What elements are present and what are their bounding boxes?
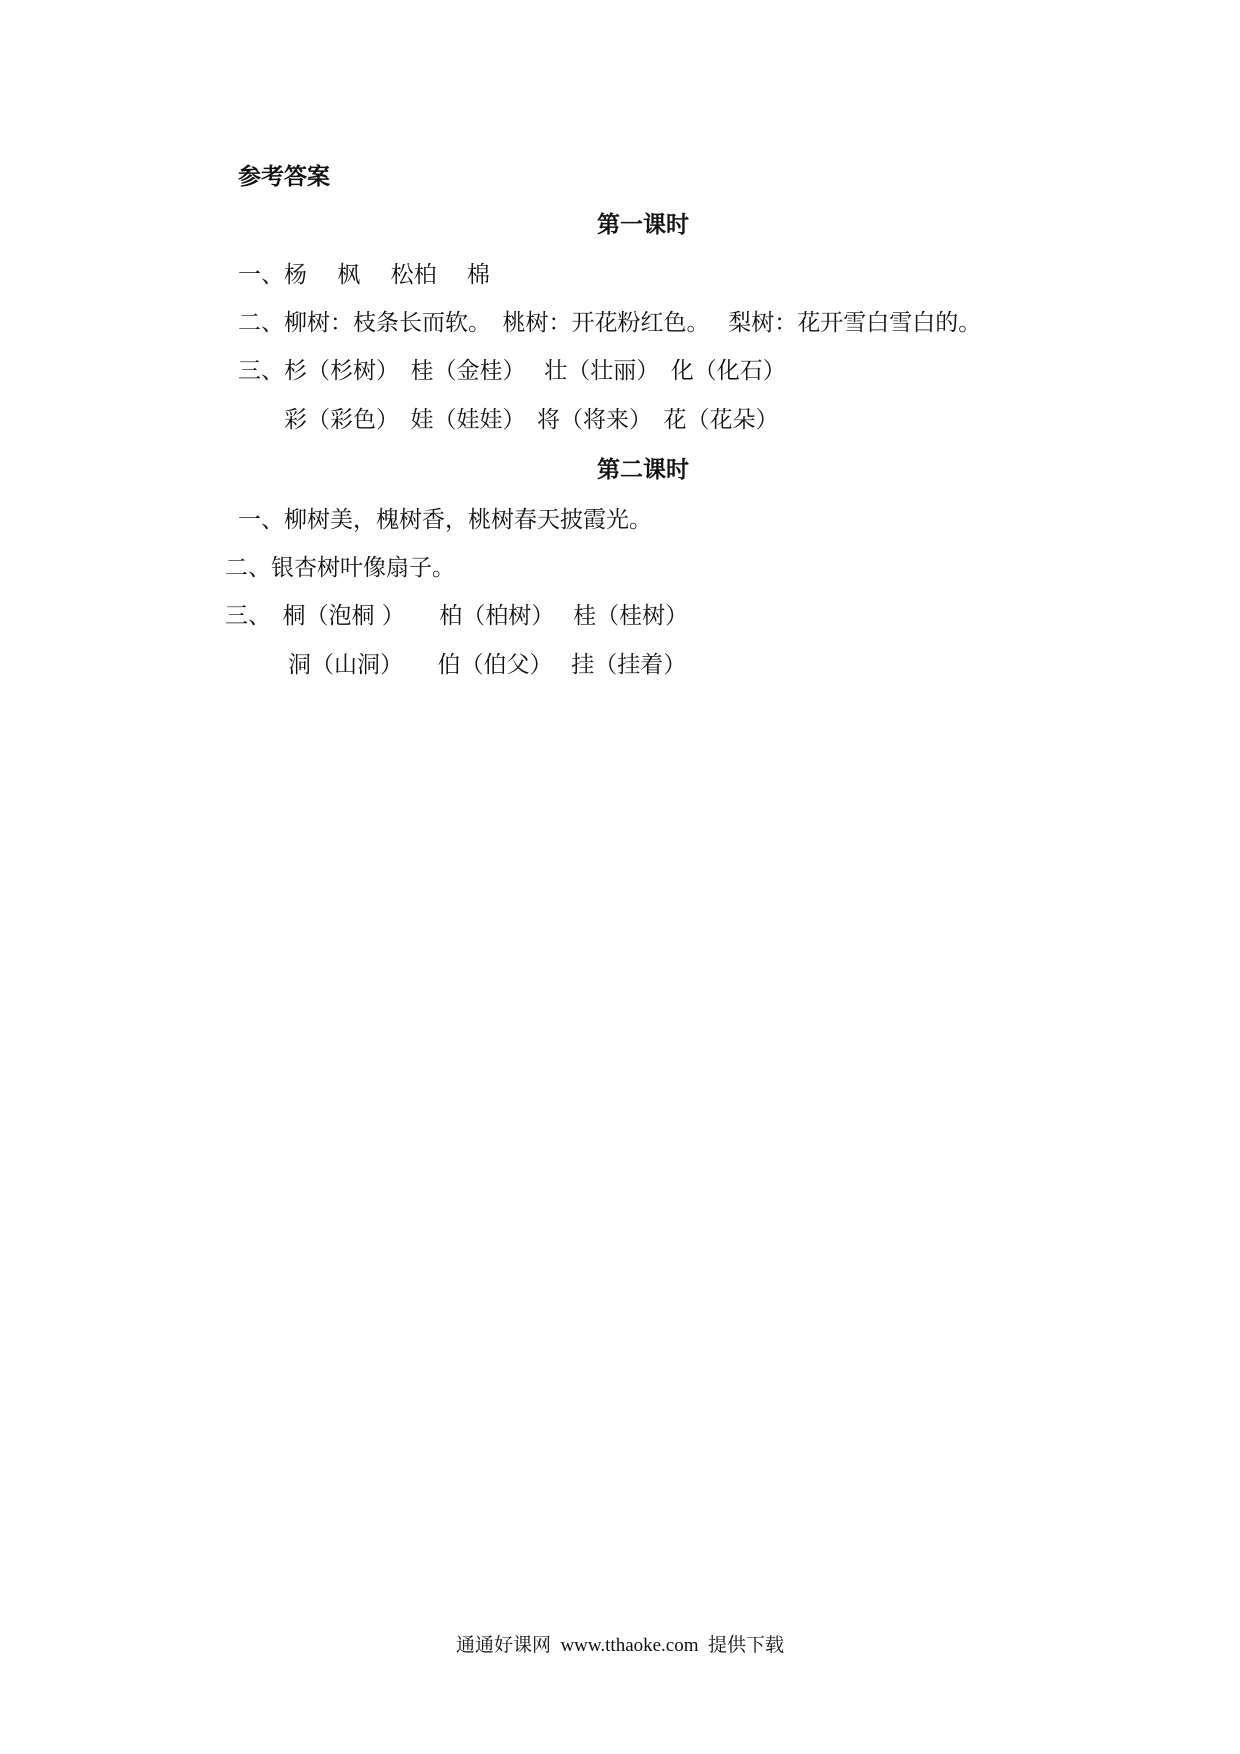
lesson1-answer-3: 三、杉（杉树） 桂（金桂） 壮（壮丽） 化（化石）: [238, 358, 786, 384]
lesson1-answer-2: 二、柳树：枝条长而软。 桃树：开花粉红色。 梨树：花开雪白雪白的。: [238, 310, 982, 336]
lesson1-answer-1: 一、杨 枫 松柏 棉: [238, 262, 490, 288]
lesson1-heading: 第一课时: [597, 212, 689, 238]
lesson2-answer-1: 一、柳树美，槐树香，桃树春天披霞光。: [238, 507, 652, 533]
lesson2-heading: 第二课时: [597, 457, 689, 483]
lesson2-answer-4: 洞（山洞） 伯（伯父） 挂（挂着）: [288, 652, 687, 678]
page-footer: 通通好课网 www.tthaoke.com 提供下载: [455, 1635, 785, 1656]
lesson1-answer-4: 彩（彩色） 娃（娃娃） 将（将来） 花（花朵）: [284, 407, 779, 433]
answer-title: 参考答案: [238, 164, 330, 190]
lesson2-answer-2: 二、银杏树叶像扇子。: [225, 555, 455, 581]
lesson2-answer-3: 三、 桐（泡桐 ） 柏（柏树） 桂（桂树）: [225, 603, 689, 629]
